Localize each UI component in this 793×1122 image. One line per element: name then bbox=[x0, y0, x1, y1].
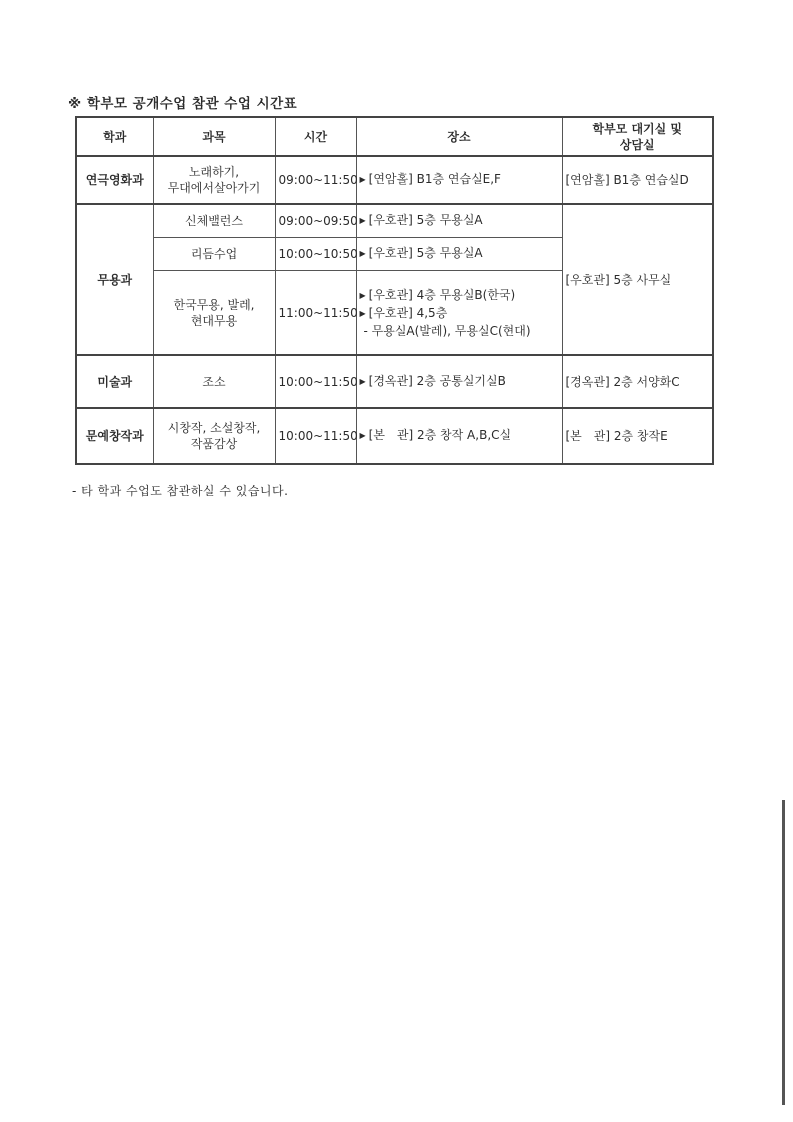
table-row bbox=[76, 156, 713, 204]
time-cell: 09:00~09:50 bbox=[275, 204, 356, 238]
time-cell: 09:00~11:50 bbox=[275, 156, 356, 204]
subject-line: 시창작, 소설창작, bbox=[167, 421, 261, 435]
schedule-table bbox=[75, 116, 714, 465]
waiting-room-cell: [연암홀] B1층 연습실D bbox=[562, 156, 713, 204]
location-line: - 무용실A(발레), 무용실C(현대) bbox=[363, 323, 531, 338]
location-text: [연암홀] B1층 연습실E,F bbox=[368, 172, 501, 186]
header-waiting-line2: 상담실 bbox=[619, 137, 655, 152]
dept-cell: 문예창작과 bbox=[76, 408, 153, 464]
time-cell: 10:00~10:50 bbox=[275, 238, 356, 271]
subject-cell bbox=[153, 156, 275, 204]
triangle-right-icon: ▶ bbox=[359, 431, 366, 440]
triangle-right-icon: ▶ bbox=[359, 175, 366, 184]
subject-line: 노래하기, bbox=[188, 165, 240, 179]
location-text: [우호관] 4,5층 bbox=[368, 305, 448, 320]
location-text: [경옥관] 2층 공통실기실B bbox=[368, 373, 506, 388]
time-cell: 10:00~11:50 bbox=[275, 408, 356, 464]
triangle-right-icon: ▶ bbox=[359, 376, 366, 386]
header-waiting-room bbox=[562, 117, 713, 156]
location-cell bbox=[356, 355, 562, 408]
location-cell bbox=[356, 204, 562, 238]
triangle-right-icon: ▶ bbox=[359, 308, 366, 318]
location-cell bbox=[356, 408, 562, 464]
table-row bbox=[76, 204, 713, 238]
table-row bbox=[76, 408, 713, 464]
triangle-right-icon: ▶ bbox=[359, 216, 366, 225]
triangle-right-icon: ▶ bbox=[359, 290, 366, 300]
footnote: - 타 학과 수업도 참관하실 수 있습니다. bbox=[72, 484, 289, 498]
subject-line: 현대무용 bbox=[190, 313, 238, 328]
header-subject: 과목 bbox=[153, 117, 275, 156]
subject-cell: 조소 bbox=[153, 355, 275, 408]
header-dept: 학과 bbox=[76, 117, 153, 156]
location-line bbox=[360, 287, 559, 305]
subject-cell: 신체밸런스 bbox=[153, 204, 275, 238]
subject-line: 한국무용, 발레, bbox=[173, 297, 255, 312]
subject-line: 작품감상 bbox=[190, 437, 238, 451]
location-text: [우호관] 5층 무용실A bbox=[368, 246, 483, 260]
location-cell bbox=[356, 156, 562, 204]
header-waiting-line1: 학부모 대기실 및 bbox=[592, 121, 682, 136]
waiting-room-cell: [경옥관] 2층 서양화C bbox=[562, 355, 713, 408]
location-cell bbox=[356, 238, 562, 271]
location-text: [우호관] 5층 무용실A bbox=[368, 213, 483, 227]
waiting-room-cell: [본 관] 2층 창작E bbox=[562, 408, 713, 464]
dept-cell: 연극영화과 bbox=[76, 156, 153, 204]
header-location: 장소 bbox=[356, 117, 562, 156]
subject-cell bbox=[153, 271, 275, 356]
time-cell: 10:00~11:50 bbox=[275, 355, 356, 408]
subject-line: 무대에서살아가기 bbox=[167, 181, 261, 195]
header-time: 시간 bbox=[275, 117, 356, 156]
subject-cell bbox=[153, 408, 275, 464]
subject-cell: 리듬수업 bbox=[153, 238, 275, 271]
location-text: [본 관] 2층 창작 A,B,C실 bbox=[368, 428, 512, 442]
location-cell bbox=[356, 271, 562, 356]
location-text: [우호관] 4층 무용실B(한국) bbox=[368, 287, 516, 302]
header-row bbox=[76, 117, 713, 156]
table-row bbox=[76, 355, 713, 408]
dept-cell: 미술과 bbox=[76, 355, 153, 408]
dept-cell: 무용과 bbox=[76, 204, 153, 355]
waiting-room-cell: [우호관] 5층 사무실 bbox=[562, 204, 713, 355]
triangle-right-icon: ▶ bbox=[359, 249, 366, 258]
location-line bbox=[360, 305, 559, 323]
time-cell: 11:00~11:50 bbox=[275, 271, 356, 356]
page-title: ※ 학부모 공개수업 참관 수업 시간표 bbox=[68, 96, 298, 112]
scan-edge-line bbox=[782, 800, 785, 1105]
